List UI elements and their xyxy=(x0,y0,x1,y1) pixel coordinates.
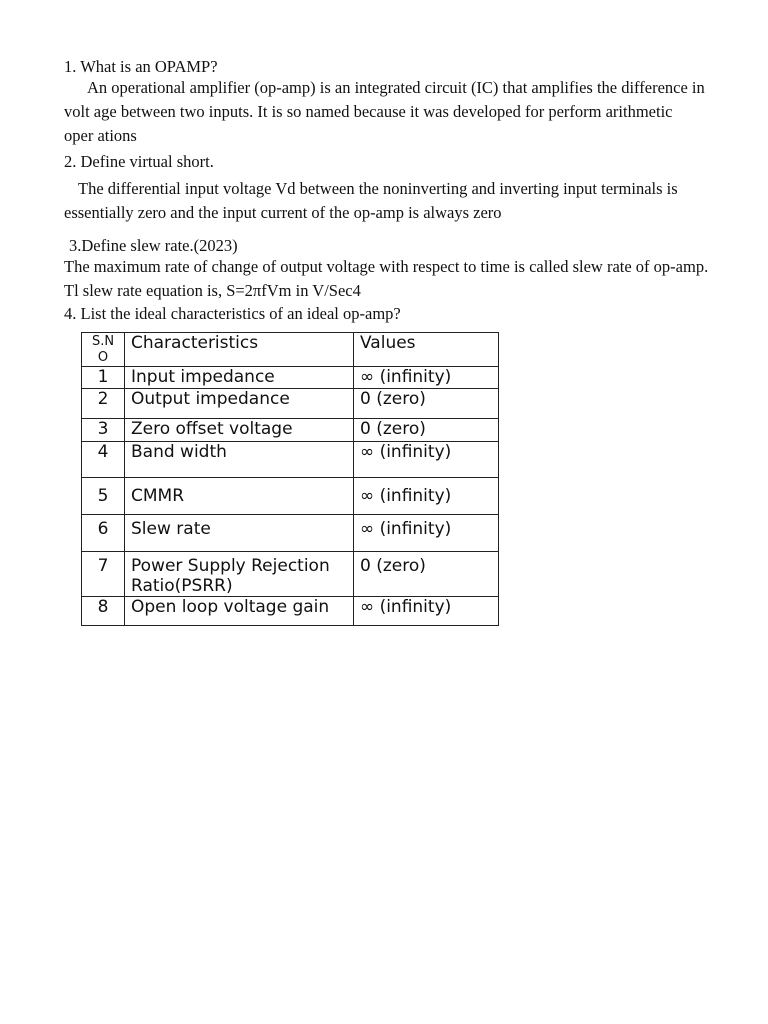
table-row xyxy=(82,515,499,552)
row-sno: 7 xyxy=(82,552,125,597)
row-characteristic: Band width xyxy=(125,442,354,478)
question-4-heading: 4. List the ideal characteristics of an ideal op-amp? xyxy=(64,304,401,323)
answer-1-line-1: An operational amplifier (op-amp) is an integrated circuit (IC) that amplifies the difference in xyxy=(87,78,705,97)
answer-2-line-1: The differential input voltage Vd between the noninverting and inverting input terminals is xyxy=(78,179,678,198)
row-value: ∞ (infinity) xyxy=(354,597,499,626)
answer-3-line-2: Tl slew rate equation is, S=2πfVm in V/Sec4 xyxy=(64,281,361,300)
row-value: ∞ (infinity) xyxy=(354,442,499,478)
row-characteristic: Zero offset voltage xyxy=(125,419,354,442)
question-2-heading: 2. Define virtual short. xyxy=(64,152,214,171)
table-row xyxy=(82,367,499,389)
row-sno: 2 xyxy=(82,389,125,419)
header-characteristics: Characteristics xyxy=(125,333,354,367)
answer-1-line-3: oper ations xyxy=(64,126,137,145)
row-characteristic: Output impedance xyxy=(125,389,354,419)
row-sno: 3 xyxy=(82,419,125,442)
row-characteristic: Power Supply Rejection Ratio(PSRR) xyxy=(125,552,354,597)
row-value: 0 (zero) xyxy=(354,419,499,442)
row-sno: 6 xyxy=(82,515,125,552)
table-row xyxy=(82,389,499,419)
header-values: Values xyxy=(354,333,499,367)
table-row xyxy=(82,478,499,515)
row-value: ∞ (infinity) xyxy=(354,478,499,515)
row-characteristic: Slew rate xyxy=(125,515,354,552)
row-value: 0 (zero) xyxy=(354,552,499,597)
row-characteristic: Input impedance xyxy=(125,367,354,389)
row-sno: 1 xyxy=(82,367,125,389)
row-characteristic: Open loop voltage gain xyxy=(125,597,354,626)
row-value: ∞ (infinity) xyxy=(354,367,499,389)
row-sno: 5 xyxy=(82,478,125,515)
table-row xyxy=(82,419,499,442)
question-1-heading: 1. What is an OPAMP? xyxy=(64,57,218,76)
row-sno: 8 xyxy=(82,597,125,626)
row-value: 0 (zero) xyxy=(354,389,499,419)
row-characteristic: CMMR xyxy=(125,478,354,515)
ideal-characteristics-table xyxy=(81,332,499,626)
answer-1-line-2: volt age between two inputs. It is so named because it was developed for perform arithmetic xyxy=(64,102,673,121)
table-row xyxy=(82,597,499,626)
row-sno: 4 xyxy=(82,442,125,478)
header-sno: S.N O xyxy=(82,333,125,367)
answer-3-line-1: The maximum rate of change of output voltage with respect to time is called slew rate of op-amp. xyxy=(64,257,709,276)
row-value: ∞ (infinity) xyxy=(354,515,499,552)
table-header-row xyxy=(82,333,499,367)
question-3-heading: 3.Define slew rate.(2023) xyxy=(69,236,238,255)
table-row xyxy=(82,442,499,478)
answer-2-line-2: essentially zero and the input current of the op-amp is always zero xyxy=(64,203,502,222)
table-row xyxy=(82,552,499,597)
